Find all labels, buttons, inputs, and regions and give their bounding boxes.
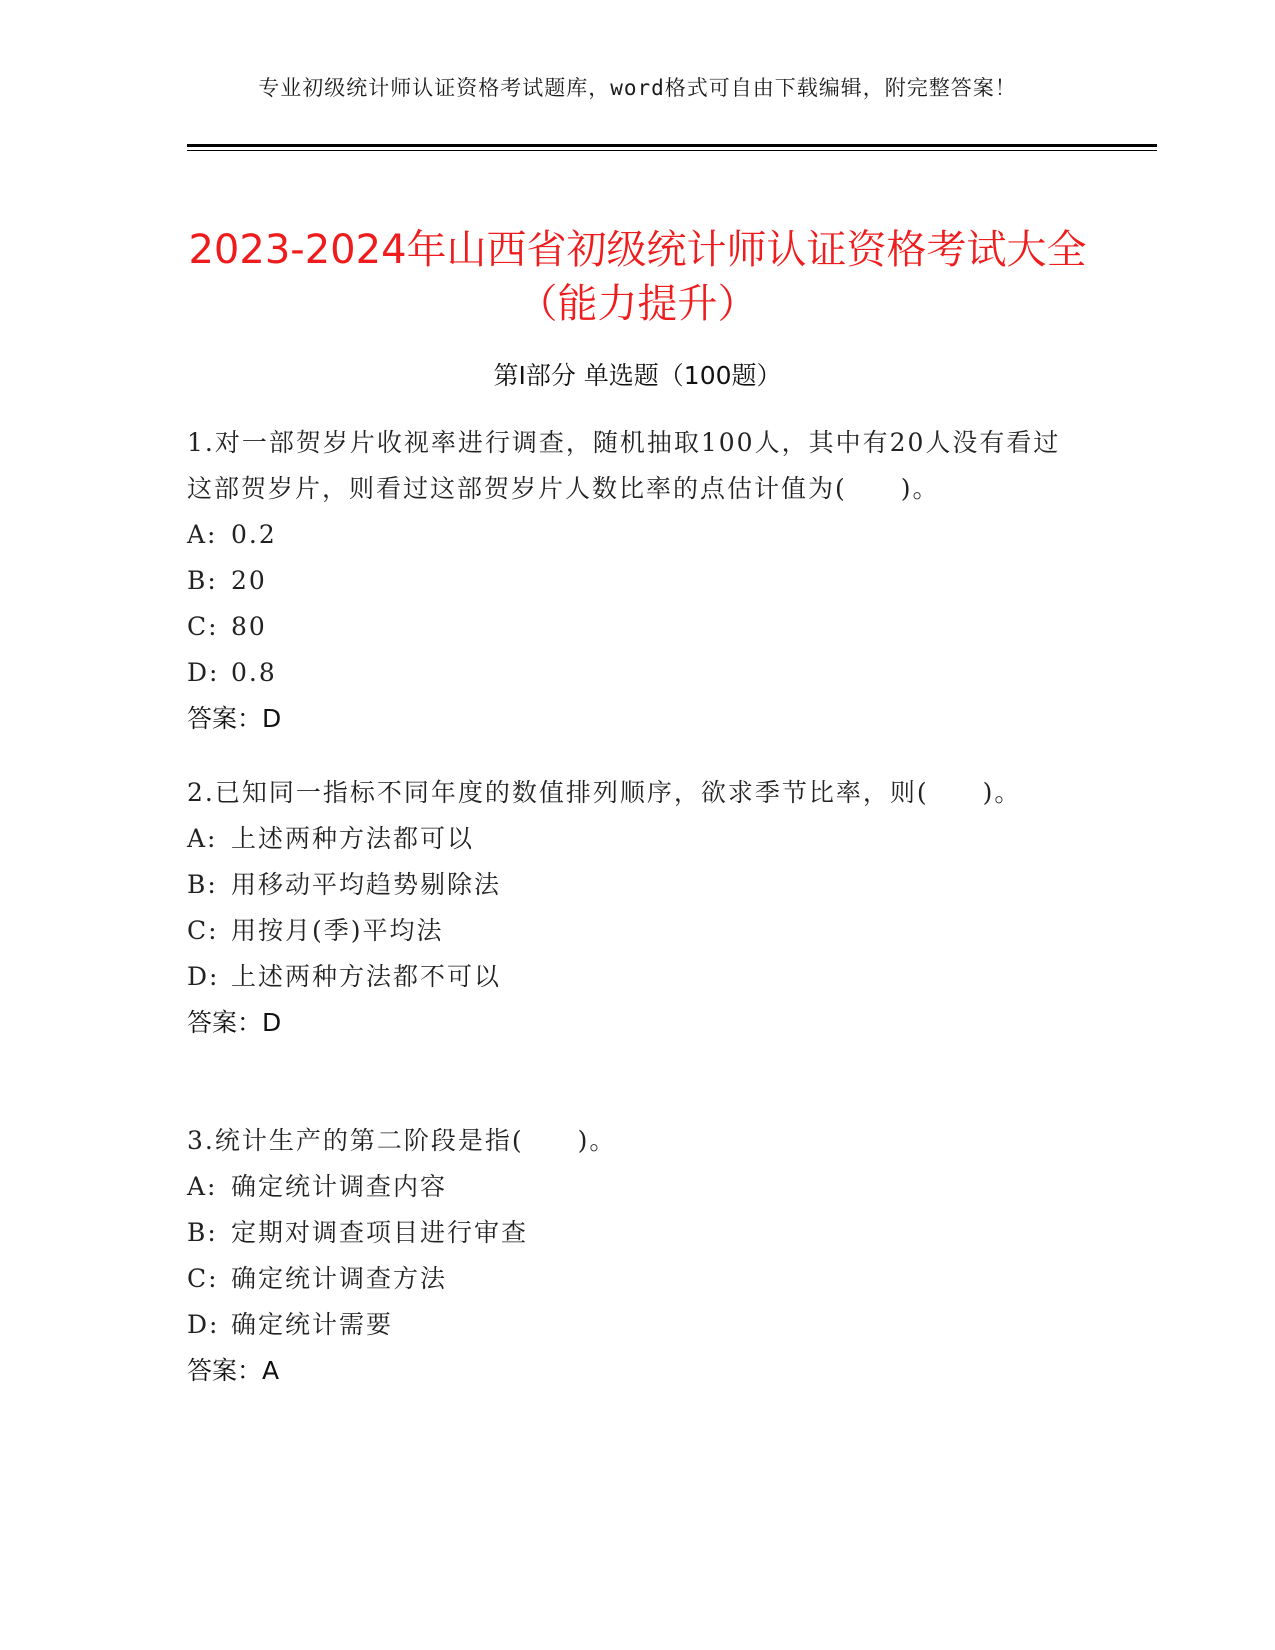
option-c [187,908,1077,954]
question-3 [187,1118,1077,1394]
option-text: 0.2 [231,520,277,549]
option-key: D: [187,658,220,687]
header-divider-thin [187,150,1157,151]
header-note: 专业初级统计师认证资格考试题库，word格式可自由下载编辑，附完整答案！ [258,76,1017,100]
option-text: 上述两种方法都可以 [231,824,475,853]
option-text: 20 [231,566,267,595]
option-d [187,1302,1077,1348]
option-text: 确定统计需要 [231,1310,394,1339]
option-key: D: [187,962,220,991]
option-key: B: [187,870,218,899]
option-text: 定期对调查项目进行审查 [231,1218,529,1247]
option-key: D: [187,1310,220,1339]
option-b [187,1210,1077,1256]
option-key: C: [187,612,219,641]
option-a [187,816,1077,862]
option-key: A: [187,1172,218,1201]
option-key: A: [187,824,218,853]
answer: 答案：D [187,704,282,733]
answer: 答案：D [187,1008,282,1037]
option-text: 确定统计调查方法 [231,1264,448,1293]
option-a [187,1164,1077,1210]
option-text: 确定统计调查内容 [231,1172,448,1201]
option-key: B: [187,1218,218,1247]
option-text: 用移动平均趋势剔除法 [231,870,502,899]
option-key: A: [187,520,218,549]
question-stem: 2.已知同一指标不同年度的数值排列顺序，欲求季节比率，则( )。 [187,778,1022,807]
section-title: 第Ⅰ部分 单选题（100题） [493,361,782,390]
option-b [187,862,1077,908]
answer: 答案：A [187,1356,280,1385]
question-1 [187,420,1077,742]
document-title: 2023-2024年山西省初级统计师认证资格考试大全（能力提升） [188,226,1087,327]
option-c [187,604,1077,650]
option-d [187,650,1077,696]
option-key: B: [187,566,218,595]
option-c [187,1256,1077,1302]
option-text: 用按月(季)平均法 [231,916,444,945]
question-stem: 1.对一部贺岁片收视率进行调查，随机抽取100人，其中有20人没有看过这部贺岁片，则看过这部贺岁片人数比率的点估计值为( )。 [187,428,1061,503]
question-2 [187,770,1077,1046]
option-text: 80 [231,612,267,641]
option-b [187,558,1077,604]
question-stem: 3.统计生产的第二阶段是指( )。 [187,1126,617,1155]
option-key: C: [187,916,219,945]
option-a [187,512,1077,558]
option-text: 0.8 [231,658,277,687]
header-divider-thick [187,144,1157,147]
option-text: 上述两种方法都不可以 [231,962,502,991]
option-key: C: [187,1264,219,1293]
option-d [187,954,1077,1000]
